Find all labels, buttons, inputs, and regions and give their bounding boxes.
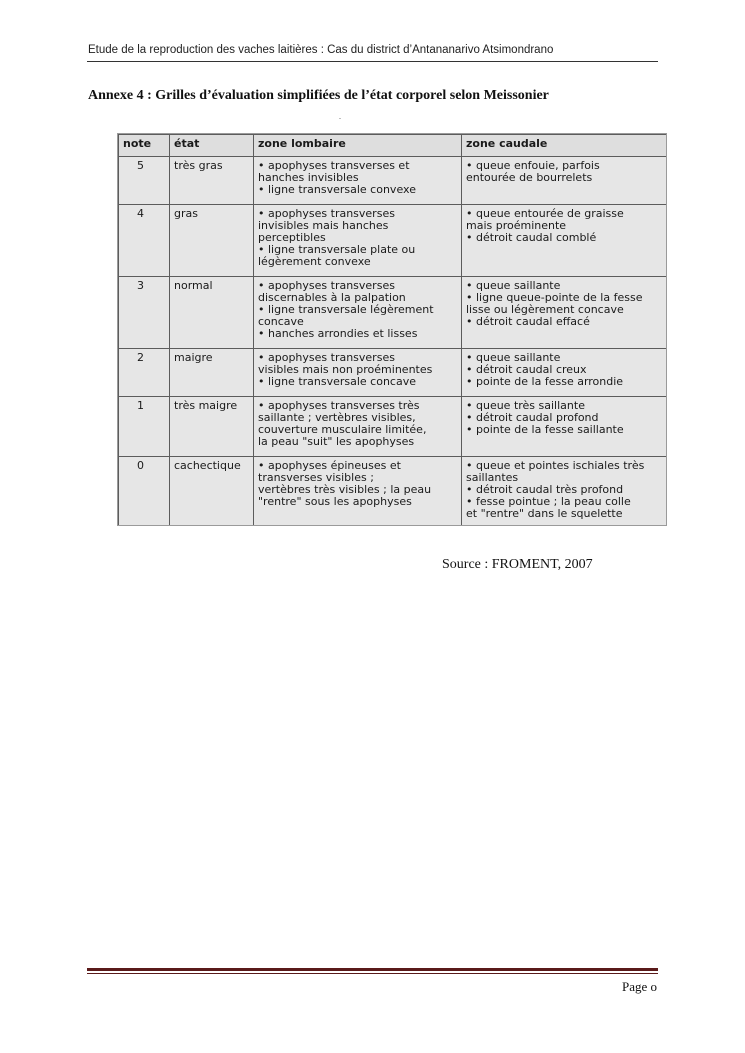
scanned-table-image bbox=[117, 133, 667, 526]
cell-text-line: • fesse pointue ; la peau colle bbox=[466, 495, 631, 508]
cell-text-line: • détroit caudal profond bbox=[466, 411, 599, 424]
cell-text-line: • queue saillante bbox=[466, 351, 561, 364]
cell-text-line: • hanches arrondies et lisses bbox=[258, 327, 418, 340]
column-header-zone-lombaire: zone lombaire bbox=[254, 135, 462, 157]
cell-text-line: saillante ; vertèbres visibles, bbox=[258, 411, 416, 424]
cell-zone-lombaire bbox=[254, 397, 462, 457]
cell-text-line: transverses visibles ; bbox=[258, 471, 374, 484]
cell-zone-lombaire bbox=[254, 349, 462, 397]
cell-zone-caudale bbox=[462, 277, 668, 349]
cell-text-line: • détroit caudal creux bbox=[466, 363, 587, 376]
column-header-note: note bbox=[119, 135, 170, 157]
header-rule bbox=[87, 61, 658, 62]
source-citation: Source : FROMENT, 2007 bbox=[442, 557, 593, 572]
cell-text-line: couverture musculaire limitée, bbox=[258, 423, 427, 436]
cell-text-line: la peau "suit" les apophyses bbox=[258, 435, 415, 448]
body-condition-table bbox=[118, 134, 667, 526]
cell-text-line: et "rentre" dans le squelette bbox=[466, 507, 623, 520]
cell-text-line: perceptibles bbox=[258, 231, 326, 244]
table-row bbox=[119, 277, 668, 349]
cell-text-line: • apophyses épineuses et bbox=[258, 459, 401, 472]
cell-note: 1 bbox=[119, 397, 170, 457]
cell-text-line: • queue entourée de graisse bbox=[466, 207, 624, 220]
running-header: Etude de la reproduction des vaches laitières : Cas du district d’Antananarivo Atsimondrano bbox=[88, 44, 554, 56]
cell-text-line: • ligne transversale légèrement bbox=[258, 303, 434, 316]
cell-zone-caudale bbox=[462, 157, 668, 205]
stray-mark: . bbox=[339, 112, 341, 121]
cell-text-line: • apophyses transverses bbox=[258, 351, 395, 364]
cell-text-line: invisibles mais hanches bbox=[258, 219, 389, 232]
cell-text-line: hanches invisibles bbox=[258, 171, 359, 184]
cell-text-line: • queue enfouie, parfois bbox=[466, 159, 600, 172]
cell-text-line: • ligne transversale plate ou bbox=[258, 243, 416, 256]
cell-text-line: • détroit caudal effacé bbox=[466, 315, 590, 328]
cell-text-line: • apophyses transverses et bbox=[258, 159, 410, 172]
cell-note: 0 bbox=[119, 457, 170, 527]
cell-text-line: • queue saillante bbox=[466, 279, 561, 292]
footer-rule-thin bbox=[87, 973, 658, 974]
cell-text-line: lisse ou légèrement concave bbox=[466, 303, 624, 316]
cell-note: 5 bbox=[119, 157, 170, 205]
table-row bbox=[119, 349, 668, 397]
cell-text-line: • détroit caudal comblé bbox=[466, 231, 597, 244]
table-header-row bbox=[119, 135, 668, 157]
cell-text-line: entourée de bourrelets bbox=[466, 171, 593, 184]
cell-note: 2 bbox=[119, 349, 170, 397]
cell-zone-caudale bbox=[462, 205, 668, 277]
cell-zone-caudale bbox=[462, 349, 668, 397]
page-number: Page o bbox=[621, 979, 657, 994]
cell-etat: maigre bbox=[170, 349, 254, 397]
cell-etat: gras bbox=[170, 205, 254, 277]
cell-text-line: concave bbox=[258, 315, 304, 328]
cell-text-line: saillantes bbox=[466, 471, 519, 484]
cell-etat: cachectique bbox=[170, 457, 254, 527]
column-header-zone-caudale: zone caudale bbox=[462, 135, 668, 157]
cell-zone-lombaire bbox=[254, 277, 462, 349]
cell-text-line: • queue très saillante bbox=[466, 399, 585, 412]
table-row bbox=[119, 457, 668, 527]
cell-zone-caudale bbox=[462, 457, 668, 527]
table-row bbox=[119, 397, 668, 457]
cell-text-line: • apophyses transverses bbox=[258, 207, 395, 220]
cell-zone-lombaire bbox=[254, 157, 462, 205]
cell-etat: très maigre bbox=[170, 397, 254, 457]
cell-text-line: "rentre" sous les apophyses bbox=[258, 495, 412, 508]
column-header-etat: état bbox=[170, 135, 254, 157]
cell-zone-caudale bbox=[462, 397, 668, 457]
cell-text-line: • apophyses transverses bbox=[258, 279, 395, 292]
table-row bbox=[119, 157, 668, 205]
cell-text-line: • ligne transversale concave bbox=[258, 375, 417, 388]
cell-text-line: légèrement convexe bbox=[258, 255, 371, 268]
cell-text-line: • queue et pointes ischiales très bbox=[466, 459, 645, 472]
cell-etat: très gras bbox=[170, 157, 254, 205]
cell-text-line: • ligne transversale convexe bbox=[258, 183, 416, 196]
cell-text-line: • ligne queue-pointe de la fesse bbox=[466, 291, 643, 304]
cell-text-line: • pointe de la fesse saillante bbox=[466, 423, 624, 436]
cell-note: 3 bbox=[119, 277, 170, 349]
table-row bbox=[119, 205, 668, 277]
cell-note: 4 bbox=[119, 205, 170, 277]
cell-zone-lombaire bbox=[254, 457, 462, 527]
cell-text-line: discernables à la palpation bbox=[258, 291, 406, 304]
cell-text-line: vertèbres très visibles ; la peau bbox=[258, 483, 432, 496]
footer-rule-thick bbox=[87, 968, 658, 971]
cell-text-line: • pointe de la fesse arrondie bbox=[466, 375, 624, 388]
cell-text-line: mais proéminente bbox=[466, 219, 567, 232]
cell-text-line: • détroit caudal très profond bbox=[466, 483, 624, 496]
cell-text-line: • apophyses transverses très bbox=[258, 399, 420, 412]
cell-etat: normal bbox=[170, 277, 254, 349]
table-body bbox=[119, 157, 668, 527]
annex-title: Annexe 4 : Grilles d’évaluation simplifiées de l’état corporel selon Meissonier bbox=[88, 88, 549, 103]
cell-zone-lombaire bbox=[254, 205, 462, 277]
cell-text-line: visibles mais non proéminentes bbox=[258, 363, 433, 376]
